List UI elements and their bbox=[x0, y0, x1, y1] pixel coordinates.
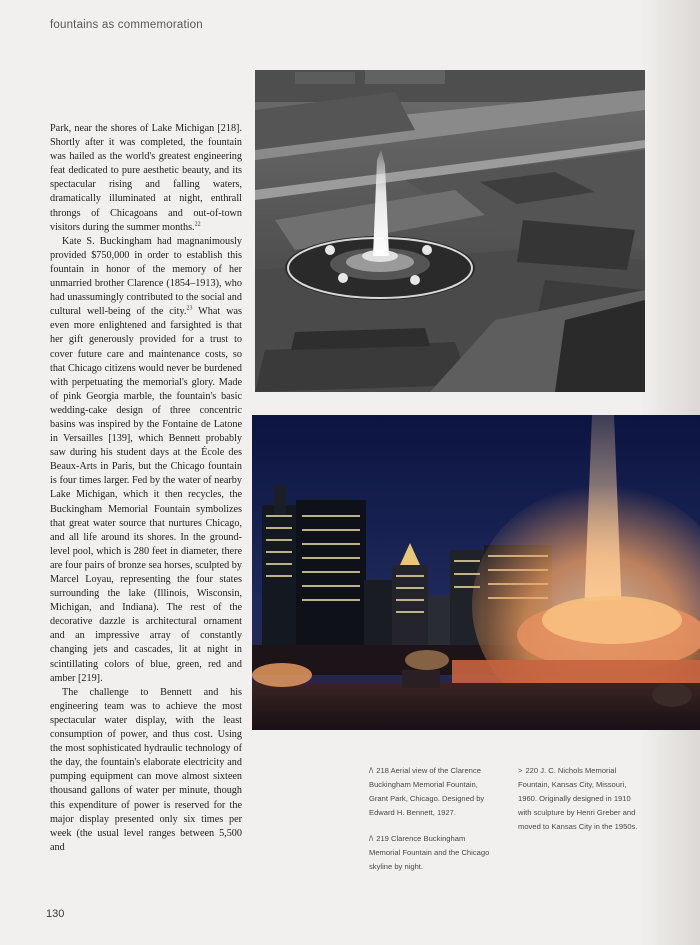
footnote-ref-22: 22 bbox=[194, 221, 201, 228]
caption-219-text: 219 Clarence Buckingham Memorial Fountain and the Chicago skyline by night. bbox=[369, 834, 490, 871]
paragraph-3 bbox=[50, 686, 242, 855]
body-text-column bbox=[50, 122, 242, 855]
aerial-photo-illustration bbox=[255, 70, 645, 392]
caption-up-marker: /\ bbox=[369, 766, 374, 775]
paragraph-2 bbox=[50, 235, 242, 686]
night-photo-illustration bbox=[252, 415, 700, 730]
caption-220-text: 220 J. C. Nichols Memorial Fountain, Kansas City, Missouri, 1960. Originally designed in 1910 with sculpture by Henri Greber and moved to Kansas City in the 1950s. bbox=[518, 766, 638, 831]
paragraph-1-text: Park, near the shores of Lake Michigan [218]. Shortly after it was completed, the fountain was hailed as the world's greatest engineering feat dedicated to pure aesthetic beauty, and its spectacular rising and falling waters, dramatically illuminated at night, enthrall throngs of Chicagoans and out-of-town visitors during the summer months. bbox=[50, 123, 242, 233]
footnote-ref-23: 23 bbox=[186, 305, 193, 312]
paragraph-1 bbox=[50, 122, 242, 235]
caption-220 bbox=[518, 764, 646, 834]
paragraph-2-text-a: Kate S. Buckingham had magnanimously provided $750,000 in order to establish this fountain in honor of the memory of her unmarried brother Clarence (1854–1913), who had unassumingly contributed to the social and cultural well-being of the city. bbox=[50, 235, 242, 318]
caption-up-marker: /\ bbox=[369, 834, 374, 843]
caption-218 bbox=[369, 764, 497, 820]
paragraph-3-text: The challenge to Bennett and his engineering team was to achieve the most spectacular water display, with the least consumption of power, and thus cost. Using the most sophisticated hydraulic technology of the day, the fountain's elaborate electricity and pumping equipment can move almost sixteen thousand gallons of water per minute, though this expenditure of power is reserved for the major display presented only six times per week (the usual level ranges between 5,500 and bbox=[50, 686, 242, 853]
night-skyline-fountain-photo bbox=[252, 415, 700, 730]
paragraph-2-text-b: What was even more enlightened and farsighted is that her gift generously provided for a trust to cover future care and maintenance costs, so that Chicago citizens would never be burdened with perpetuating the memorial's glory. Made of pink Georgia marble, the fountain's basic wedding-cake design of three concentric basins was inspired by the Fontaine de Latone in Versailles [139], which Bennett probably saw during his student days at the École des Beaux-Arts in Paris, but the Chicago fountain is four times larger. Fed by the water of nearby Lake Michigan, which it then recycles, the Buckingham Memorial Fountain symbolizes that great water source that nurtures Chicago, and all life around its shores. In the ground-level pool, which is 280 feet in diameter, there are four pairs of bronze sea horses, sculpted by Marcel Loyau, representing the four states surrounding the lake (Illinois, Wisconsin, Michigan, and Indiana). The rest of the decorative dazzle is architectural ornament and an impressive array of constantly changing jets and cascades, lit at night in scintillating colors of blue, green, red and amber [219]. bbox=[50, 306, 242, 684]
caption-218-text: 218 Aerial view of the Clarence Buckingham Memorial Fountain, Grant Park, Chicago. Designed by Edward H. Bennett, 1927. bbox=[369, 766, 485, 817]
caption-right-marker: > bbox=[518, 766, 523, 775]
caption-219 bbox=[369, 832, 497, 874]
running-header: fountains as commemoration bbox=[50, 19, 203, 31]
aerial-fountain-photo bbox=[255, 70, 645, 392]
page-number: 130 bbox=[46, 908, 65, 920]
